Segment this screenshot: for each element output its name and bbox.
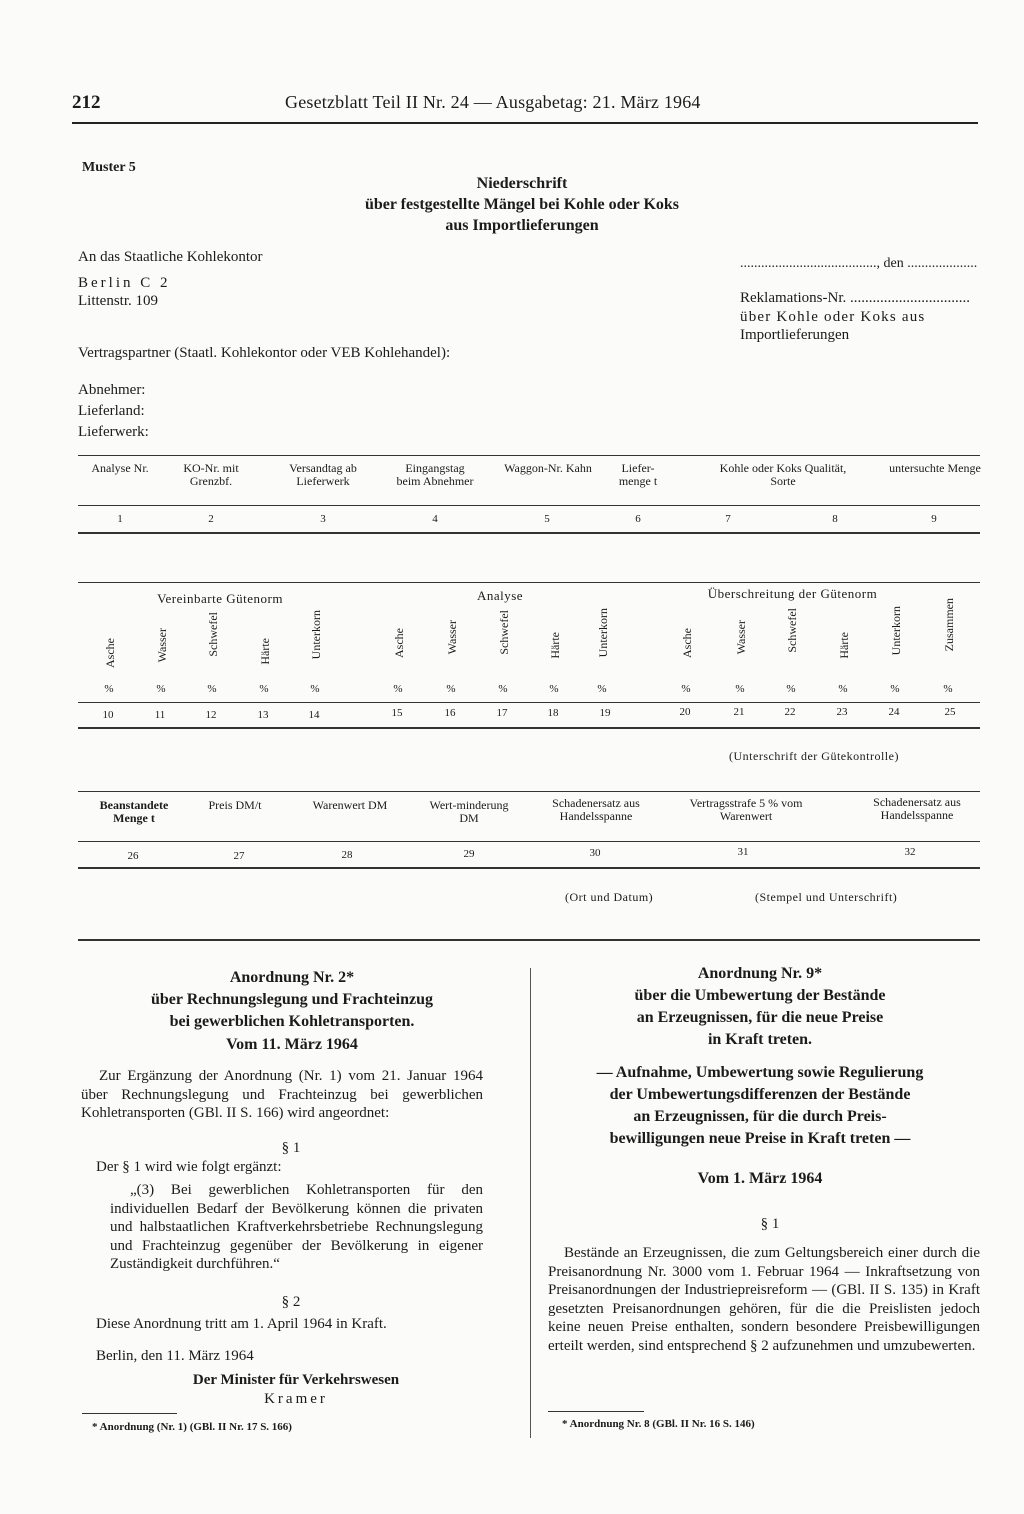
reklamation-line-1: Reklamations-Nr. ................................ xyxy=(740,290,970,306)
table2-bottom-rule xyxy=(78,727,980,729)
form-title-line-2: über festgestellte Mängel bei Kohle oder Koks xyxy=(364,196,680,213)
abnehmer-label: Abnehmer: xyxy=(78,382,146,398)
t2-col-number: 21 xyxy=(733,706,745,718)
t3-col-number: 27 xyxy=(233,850,245,862)
table3-bottom-rule xyxy=(78,867,980,869)
signature-place-date: (Ort und Datum) xyxy=(565,890,654,904)
vertragspartner-label: Vertragspartner (Staatl. Kohlekontor oder VEB Kohlehandel): xyxy=(78,345,451,361)
reklamation-line-2: über Kohle oder Koks aus xyxy=(740,309,926,325)
t2-col-haerte: Härte xyxy=(548,632,562,659)
lieferland-label: Lieferland: xyxy=(78,403,145,419)
table2-mid-rule xyxy=(78,702,980,703)
t3-col-number: 29 xyxy=(463,848,475,860)
t1-header-analyse: Analyse Nr. xyxy=(91,461,149,475)
table1-mid-rule xyxy=(78,505,980,506)
t2-col-haerte: Härte xyxy=(837,632,851,659)
t3-header-schadenersatz-2: Schadenersatz aus Handelsspanne xyxy=(873,795,961,822)
t2-col-unterkorn: Unterkorn xyxy=(596,608,610,658)
t3-header-preis: Preis DM/t xyxy=(208,798,262,812)
t3-header-warenwert: Warenwert DM xyxy=(312,798,388,812)
t2-col-number: 12 xyxy=(205,709,217,721)
t2-col-number: 15 xyxy=(391,707,403,719)
table3-top-rule xyxy=(78,791,980,792)
gazette-header: Gesetzblatt Teil II Nr. 24 — Ausgabetag: 21. März 1964 xyxy=(285,92,701,112)
t2-col-number: 18 xyxy=(547,707,559,719)
section-divider xyxy=(78,939,980,941)
left-footnote: * Anordnung (Nr. 1) (GBl. II Nr. 17 S. 166) xyxy=(92,1421,292,1433)
t3-header-beanstandete: Beanstandete Menge t xyxy=(99,798,169,825)
right-subtitle-line-1: — Aufnahme, Umbewertung sowie Regulierung xyxy=(596,1064,924,1081)
t2-unit: % xyxy=(207,683,217,695)
t2-group-ueberschreitung: Überschreitung der Gütenorm xyxy=(707,586,878,601)
table1-top-rule xyxy=(78,455,980,456)
t3-col-number: 26 xyxy=(127,850,139,862)
t2-unit: % xyxy=(446,683,456,695)
left-par2-heading: § 2 xyxy=(281,1294,301,1310)
right-title-line-2: über die Umbewertung der Bestände xyxy=(634,987,886,1004)
left-footnote-rule xyxy=(82,1413,177,1414)
t2-col-schwefel: Schwefel xyxy=(785,608,799,653)
form-label: Muster 5 xyxy=(82,160,136,175)
t2-col-number: 24 xyxy=(888,706,900,718)
reklamation-line-3: Importlieferungen xyxy=(740,327,850,343)
t1-col-number: 1 xyxy=(117,513,123,525)
signature-stamp: (Stempel und Unterschrift) xyxy=(755,890,898,904)
t3-col-number: 31 xyxy=(737,846,749,858)
date-line: ......................................., den .................... xyxy=(740,256,978,271)
column-divider xyxy=(530,968,531,1438)
left-par1-heading: § 1 xyxy=(281,1140,301,1156)
form-title xyxy=(300,173,744,236)
t1-header-waggon: Waggon-Nr. Kahn xyxy=(504,461,592,475)
t3-col-number: 32 xyxy=(904,846,916,858)
t1-header-liefermenge: Liefer-menge t xyxy=(618,461,658,488)
form-title-line-1: Niederschrift xyxy=(476,175,568,192)
left-title-line-1: Anordnung Nr. 2* xyxy=(229,969,355,986)
t2-unit: % xyxy=(393,683,403,695)
right-par1-heading: § 1 xyxy=(760,1216,780,1232)
t2-col-haerte: Härte xyxy=(258,638,272,665)
left-title-line-2: über Rechnungslegung und Frachteinzug xyxy=(151,991,433,1008)
t1-header-eingangstag: Eingangstag beim Abnehmer xyxy=(396,461,474,488)
t1-col-number: 8 xyxy=(832,513,838,525)
t2-col-number: 16 xyxy=(444,707,456,719)
lieferwerk-label: Lieferwerk: xyxy=(78,424,149,440)
right-subtitle-line-2: der Umbewertungsdifferenzen der Bestände xyxy=(609,1086,911,1103)
t2-col-number: 20 xyxy=(679,706,691,718)
t2-col-schwefel: Schwefel xyxy=(206,612,220,657)
left-place-date: Berlin, den 11. März 1964 xyxy=(96,1348,254,1364)
t2-group-vereinbarte: Vereinbarte Gütenorm xyxy=(157,591,283,606)
form-title-line-3: aus Importlieferungen xyxy=(445,217,599,234)
t1-header-versandtag: Versandtag ab Lieferwerk xyxy=(289,461,357,488)
t2-col-number: 19 xyxy=(599,707,611,719)
left-article-title xyxy=(100,967,484,1033)
left-minister: Der Minister für Verkehrswesen xyxy=(192,1372,400,1388)
t1-col-number: 5 xyxy=(544,513,550,525)
t2-unit: % xyxy=(681,683,691,695)
t2-col-number: 11 xyxy=(154,709,166,721)
right-article-subtitle xyxy=(545,1062,975,1150)
t2-unit: % xyxy=(259,683,269,695)
header-rule xyxy=(72,122,978,124)
t2-col-number: 14 xyxy=(308,709,320,721)
t2-col-wasser: Wasser xyxy=(734,620,748,655)
right-par1-text: Bestände an Erzeugnissen, die zum Geltungsbereich einer durch die Preisanordnung Nr. 3000 vom 1. Februar 1964 — Inkraftsetzung von Preisanordnungen der Industriepreisreform — (GBl. II S. 135) in Kraft gesetzten Preisanordnungen gehören, für die die Preislisten jedoch keine neuen Preise enthalten, sondern besondere Preisbewilligungen erteilt werden, sind entsprechend § 2 aufzunehmen und umzubewerten. xyxy=(548,1245,980,1354)
address-line-3: Littenstr. 109 xyxy=(78,293,158,309)
t2-col-schwefel: Schwefel xyxy=(497,610,511,655)
t2-unit: % xyxy=(890,683,900,695)
right-footnote-rule xyxy=(548,1411,644,1412)
left-intro: Zur Ergänzung der Anordnung (Nr. 1) vom 21. Januar 1964 über Rechnungslegung und Frachteinzug bei gewerblichen Kohletransporten (GBl. II S. 166) wird angeordnet: xyxy=(81,1068,483,1121)
t2-unit: % xyxy=(735,683,745,695)
table3-mid-rule xyxy=(78,841,980,842)
right-subtitle-line-3: an Erzeugnissen, für die durch Preis- xyxy=(633,1108,887,1125)
page-number: 212 xyxy=(72,92,101,113)
t2-unit: % xyxy=(498,683,508,695)
left-title-line-3: bei gewerblichen Kohletransporten. xyxy=(169,1013,415,1030)
right-footnote: * Anordnung Nr. 8 (GBl. II Nr. 16 S. 146) xyxy=(562,1418,755,1430)
left-article-date: Vom 11. März 1964 xyxy=(226,1036,358,1053)
t2-group-analyse: Analyse xyxy=(476,588,524,603)
left-signatory: Kramer xyxy=(264,1391,328,1407)
t1-header-untersuchte: untersuchte Menge xyxy=(889,461,981,475)
left-par2-text: Diese Anordnung tritt am 1. April 1964 in Kraft. xyxy=(96,1316,387,1332)
right-title-line-1: Anordnung Nr. 9* xyxy=(697,965,823,982)
t1-header-kohle-koks: Kohle oder Koks Qualität, Sorte xyxy=(719,461,847,488)
right-title-line-4: in Kraft treten. xyxy=(707,1031,813,1048)
t1-col-number: 6 xyxy=(635,513,641,525)
t3-col-number: 30 xyxy=(589,847,601,859)
t3-col-number: 28 xyxy=(341,849,353,861)
t1-col-number: 2 xyxy=(208,513,214,525)
t2-col-number: 17 xyxy=(496,707,508,719)
t2-col-number: 13 xyxy=(257,709,269,721)
t2-unit: % xyxy=(310,683,320,695)
t2-col-wasser: Wasser xyxy=(155,628,169,663)
t2-col-asche: Asche xyxy=(103,638,117,668)
t2-col-zusammen: Zusammen xyxy=(942,598,956,652)
t1-col-number: 3 xyxy=(320,513,326,525)
table1-bottom-rule xyxy=(78,532,980,534)
t2-col-number: 23 xyxy=(836,706,848,718)
t2-unit: % xyxy=(156,683,166,695)
t2-unit: % xyxy=(943,683,953,695)
t2-col-number: 25 xyxy=(944,706,956,718)
left-par1-quote: „(3) Bei gewerblichen Kohletransporten für den individuellen Bedarf der Bevölkerung können die privaten und halbstaatlichen Kraftverkehrsbetriebe Rechnungslegung und Frachteinzug gegenüber der Bevölkerung in eigener Zuständigkeit durchführen.“ xyxy=(110,1182,483,1272)
t2-col-asche: Asche xyxy=(680,628,694,658)
t1-col-number: 9 xyxy=(931,513,937,525)
right-title-line-3: an Erzeugnissen, für die neue Preise xyxy=(636,1009,884,1026)
t2-col-number: 10 xyxy=(102,709,114,721)
t2-unit: % xyxy=(549,683,559,695)
t3-header-schadenersatz: Schadenersatz aus Handelsspanne xyxy=(552,796,640,823)
t2-col-unterkorn: Unterkorn xyxy=(889,606,903,656)
signature-quality-control: (Unterschrift der Gütekontrolle) xyxy=(729,749,899,763)
t2-col-wasser: Wasser xyxy=(445,620,459,655)
t2-unit: % xyxy=(838,683,848,695)
address-line-2: Berlin C 2 xyxy=(78,275,171,291)
t1-col-number: 7 xyxy=(725,513,731,525)
address-line-1: An das Staatliche Kohlekontor xyxy=(78,249,263,265)
t2-col-unterkorn: Unterkorn xyxy=(309,610,323,660)
right-subtitle-line-4: bewilligungen neue Preise in Kraft treten — xyxy=(609,1130,911,1147)
table2-top-rule xyxy=(78,582,980,583)
t2-col-number: 22 xyxy=(784,706,796,718)
left-par1-text: Der § 1 wird wie folgt ergänzt: xyxy=(96,1159,282,1175)
right-article-title xyxy=(550,963,970,1051)
t3-header-vertragsstrafe: Vertragsstrafe 5 % vom Warenwert xyxy=(689,796,803,823)
right-article-date: Vom 1. März 1964 xyxy=(697,1170,823,1187)
t2-unit: % xyxy=(786,683,796,695)
t1-header-ko-nr: KO-Nr. mit Grenzbf. xyxy=(183,461,239,488)
t2-unit: % xyxy=(104,683,114,695)
t2-unit: % xyxy=(597,683,607,695)
t2-col-asche: Asche xyxy=(392,628,406,658)
t3-header-wertminderung: Wert-minderung DM xyxy=(429,798,509,825)
t1-col-number: 4 xyxy=(432,513,438,525)
